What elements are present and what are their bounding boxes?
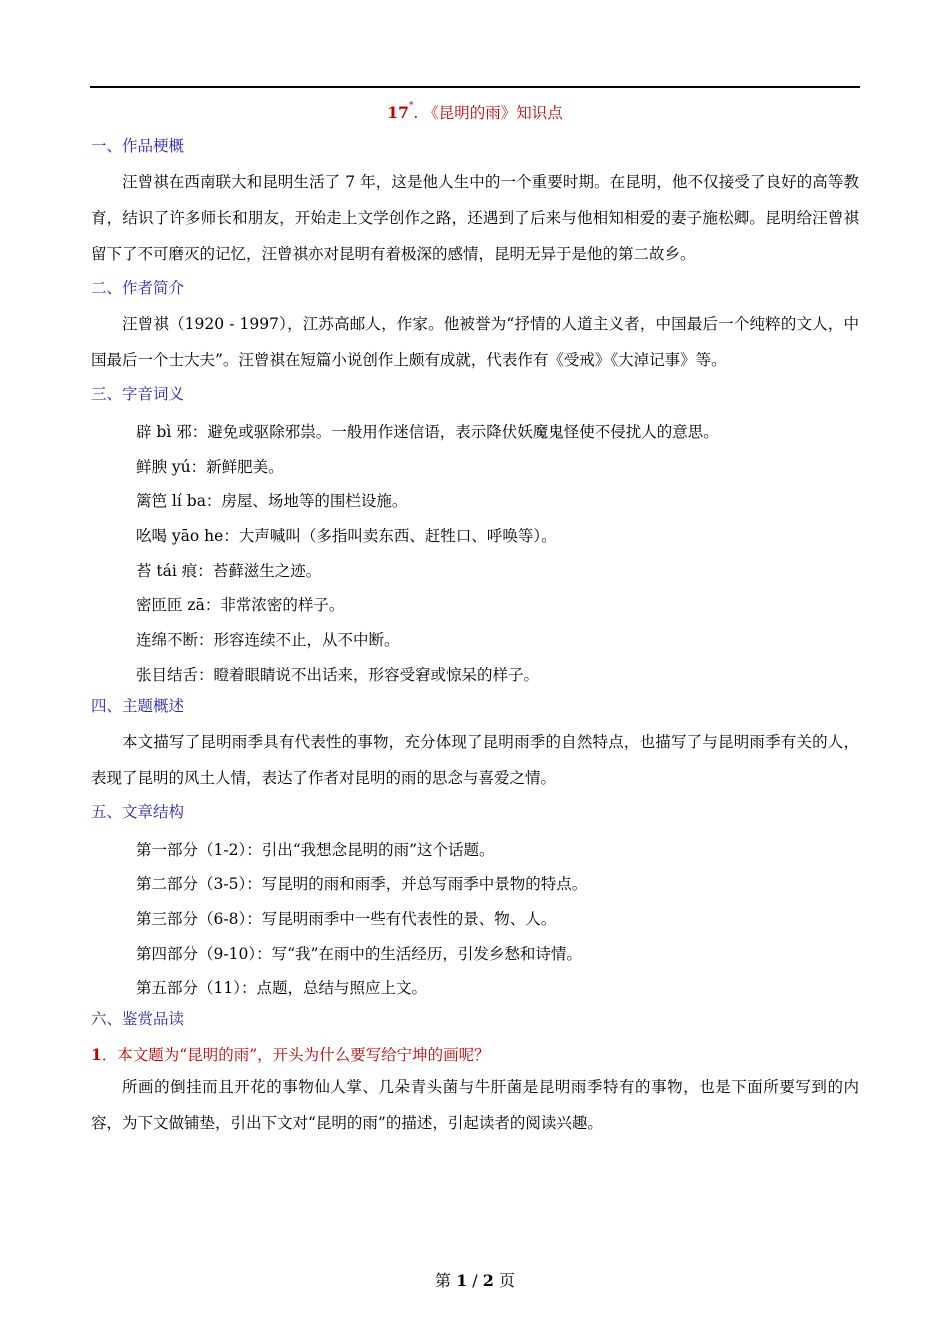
structure-item: 第五部分（11）：点题，总结与照应上文。 (136, 979, 427, 998)
question-text: ．本文题为“昆明的雨”，开头为什么要写给宁坤的画呢？ (101, 1045, 490, 1064)
structure-list (91, 833, 859, 1006)
section-heading-theme: 四、主题概述 (91, 696, 185, 715)
structure-item: 第二部分（3-5）：写昆明的雨和雨季，并总写雨季中景物的特点。 (136, 875, 588, 894)
vocabulary-item: 连绵不断：形容连续不止，从不中断。 (136, 631, 400, 650)
summary-paragraph: 汪曾祺在西南联大和昆明生活了 7 年，这是他人生中的一个重要时期。在昆明，他不仅接受了良好的高等教育，结识了许多师长和朋友，开始走上文学创作之路，还遇到了后来与他相知相爱的妻子施松卿。昆明给汪曾祺留下了不可磨灭的记忆，汪曾祺亦对昆明有着极深的感情，昆明无异于是他的第二故乡。 (91, 173, 859, 263)
document-title (91, 100, 859, 126)
header-rule (90, 86, 860, 88)
question-1 (91, 1040, 859, 1072)
vocabulary-item: 辟 bì 邪：避免或驱除邪祟。一般用作迷信语，表示降伏妖魔鬼怪使不侵扰人的意思。 (136, 423, 719, 441)
theme-paragraph: 本文描写了昆明雨季具有代表性的事物，充分体现了昆明雨季的自然特点，也描写了与昆明雨季有关的人，表现了昆明的风土人情，表达了作者对昆明的雨的思念与喜爱之情。 (91, 732, 859, 787)
vocabulary-item: 吆喝 yāo he：大声喊叫（多指叫卖东西、赶牲口、呼唤等）。 (136, 527, 557, 546)
author-paragraph: 汪曾祺（1920 - 1997），江苏高邮人，作家。他被誉为“抒情的人道主义者，中国最后一个纯粹的文人，中国最后一个士大夫”。汪曾祺在短篇小说创作上颇有成就，代表作有《受戒》《大淖记事》等。 (91, 315, 859, 369)
section-heading-vocabulary: 三、字音词义 (91, 385, 185, 403)
vocabulary-item: 篱笆 lí ba：房屋、场地等的围栏设施。 (136, 492, 408, 511)
page-footer (0, 1268, 950, 1291)
answer-paragraph: 所画的倒挂而且开花的事物仙人掌、几朵青头菌与牛肝菌是昆明雨季特有的事物，也是下面所要写到的内容，为下文做铺垫，引出下文对“昆明的雨”的描述，引起读者的阅读兴趣。 (91, 1077, 859, 1132)
section-heading-summary: 一、作品梗概 (91, 137, 185, 155)
question-number: 1 (91, 1044, 102, 1064)
current-page: 1 (456, 1271, 468, 1290)
section-heading-author: 二、作者简介 (91, 279, 185, 297)
page-label-prefix: 第 (434, 1271, 457, 1290)
title-text: . 《昆明的雨》知识点 (413, 104, 563, 122)
vocabulary-item: 张目结舌：瞪着眼睛说不出话来，形容受窘或惊呆的样子。 (136, 665, 540, 684)
page-label-suffix: 页 (493, 1271, 516, 1290)
total-pages: 2 (482, 1271, 494, 1290)
section-heading-structure: 五、文章结构 (91, 802, 185, 821)
lesson-number: 17 (387, 103, 409, 122)
structure-item: 第一部分（1-2）：引出“我想念昆明的雨”这个话题。 (136, 840, 495, 859)
page-separator: / (467, 1271, 483, 1290)
vocabulary-list (91, 415, 859, 693)
vocabulary-item: 鲜腴 yú：新鲜肥美。 (136, 457, 284, 476)
section-heading-appreciation: 六、鉴赏品读 (91, 1009, 185, 1028)
structure-item: 第三部分（6-8）：写昆明雨季中一些有代表性的景、物、人。 (136, 909, 557, 928)
optional-lesson-mark: * (408, 101, 414, 111)
vocabulary-item: 密匝匝 zā：非常浓密的样子。 (136, 596, 345, 615)
document-body (91, 100, 859, 1144)
structure-item: 第四部分（9-10）：写“我”在雨中的生活经历，引发乡愁和诗情。 (136, 944, 582, 963)
vocabulary-item: 苔 tái 痕：苔藓滋生之迹。 (136, 561, 322, 580)
